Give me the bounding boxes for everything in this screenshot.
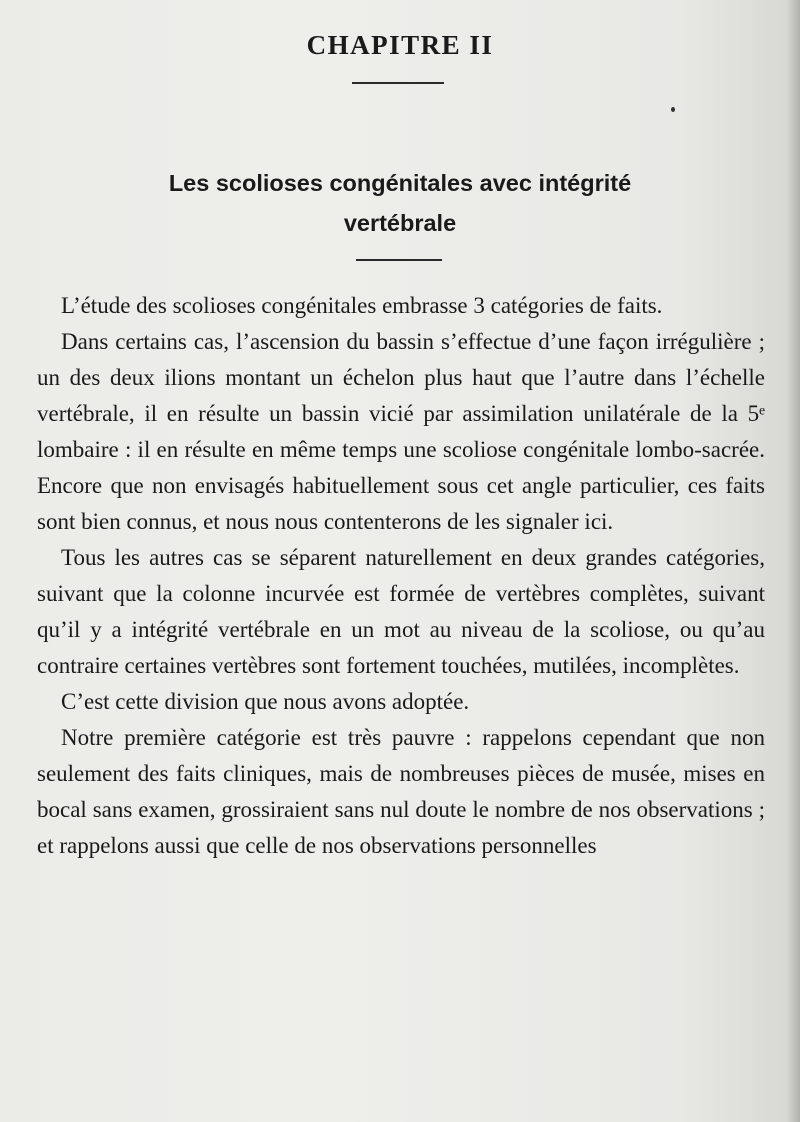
paragraph-2: Dans certains cas, l’ascension du bassin s’effectue d’une façon irrégulière ; un des deux ilions montant un échelon plus haut que l’autre dans l’échelle vertébrale, il en résulte un bassin vicié par assimilation unilatérale de la 5ᵉ lombaire : il en résulte en même temps une scoliose congénitale lombo-sacrée. Encore que non envisagés habituellement sous cet angle particulier, ces faits sont bien connus, et nous nous contenterons de les signaler ici. (37, 329, 765, 534)
chapter-rule (352, 82, 444, 84)
section-title-line-1: Les scolioses congénitales avec intégrité (168, 170, 632, 196)
page-edge-shadow (786, 0, 800, 1122)
body-text (37, 288, 765, 864)
paragraph-3: Tous les autres cas se séparent naturellement en deux grandes catégories, suivant que la colonne incurvée est formée de vertèbres complètes, suivant qu’il y a intégrité vertébrale en un mot au niveau de la scoliose, ou qu’au contraire certaines vertèbres sont fortement touchées, mutilées, incomplètes. (37, 545, 765, 678)
chapter-heading: CHAPITRE II (306, 30, 494, 60)
section-title (90, 163, 710, 243)
section-title-line-2: vertébrale (343, 210, 457, 236)
paragraph-4: C’est cette division que nous avons adoptée. (61, 689, 470, 714)
section-rule (356, 259, 442, 261)
paragraph-5: Notre première catégorie est très pauvre : rappelons cependant que non seulement des faits cliniques, mais de nombreuses pièces de musée, mises en bocal sans examen, grossiraient sans nul doute le nombre de nos observations ; et rappelons aussi que celle de nos observations personnelles (37, 725, 765, 858)
ink-speck (671, 107, 675, 112)
paragraph-1: L’étude des scolioses congénitales embrasse 3 catégories de faits. (61, 293, 663, 318)
